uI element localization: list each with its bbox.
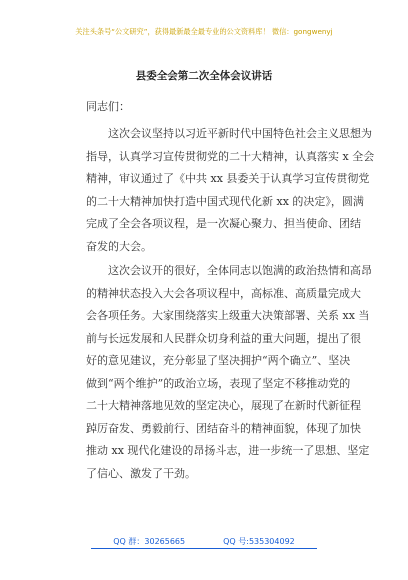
document-title: 县委全会第二次全体会议讲话	[135, 70, 273, 82]
footer-qq-number: QQ 号:535304092	[223, 537, 295, 546]
paragraph-line: 完成了全会各项议程，是一次凝心聚力、担当使命、团结	[86, 217, 361, 230]
footer-contact	[0, 536, 408, 549]
paragraph-line: 奋发的大会。	[86, 239, 152, 253]
header-banner: 关注头条号“公文研究”，获得最新最全最专业的公文资料库！ 微信：gongwenyj	[75, 27, 333, 36]
paragraph-line: 这次会议开的很好，全体同志以饱满的政治热情和高昂	[108, 264, 372, 277]
paragraph-line: 指导，认真学习宣传贯彻党的二十大精神，认真落实 x 全会	[86, 149, 375, 163]
paragraph-line: 精神，审议通过了《中共 xx 县委关于认真学习宣传贯彻党	[86, 172, 370, 185]
footer-qq-group: QQ 群：30265665	[113, 537, 186, 546]
paragraph-line: 踔厉奋发、勇毅前行、团结奋斗的精神面貌，体现了加快	[86, 421, 361, 435]
paragraph-line: 这次会议坚持以习近平新时代中国特色社会主义思想为	[108, 127, 372, 140]
paragraph-line: 二十大精神落地见效的坚定决心，展现了在新时代新征程	[86, 399, 361, 412]
paragraph-line: 的二十大精神加快打造中国式现代化新 xx 的决定》，圆满	[86, 194, 364, 208]
paragraph-line: 前与长远发展和人民群众切身利益的重大问题，提出了很	[86, 331, 361, 345]
salutation: 同志们：	[86, 100, 130, 113]
paragraph-2	[86, 260, 372, 485]
paragraph-line: 推动 xx 现代化建设的昂扬斗志，进一步统一了思想、坚定	[86, 444, 370, 457]
paragraph-line: 了信心、激发了干劲。	[86, 466, 196, 480]
paragraph-1	[86, 123, 375, 258]
footer-underline	[91, 548, 317, 549]
paragraph-line: 的精神状态投入大会各项议程中，高标准、高质量完成大	[86, 286, 361, 300]
paragraph-line: 会各项任务。大家围绕落实上级重大决策部署、关系 xx 当	[86, 309, 370, 322]
paragraph-line: 好的意见建议，充分彰显了坚决拥护“两个确立”、坚决	[86, 354, 351, 367]
paragraph-line: 做到“两个维护”的政治立场，表现了坚定不移推动党的	[86, 376, 351, 390]
